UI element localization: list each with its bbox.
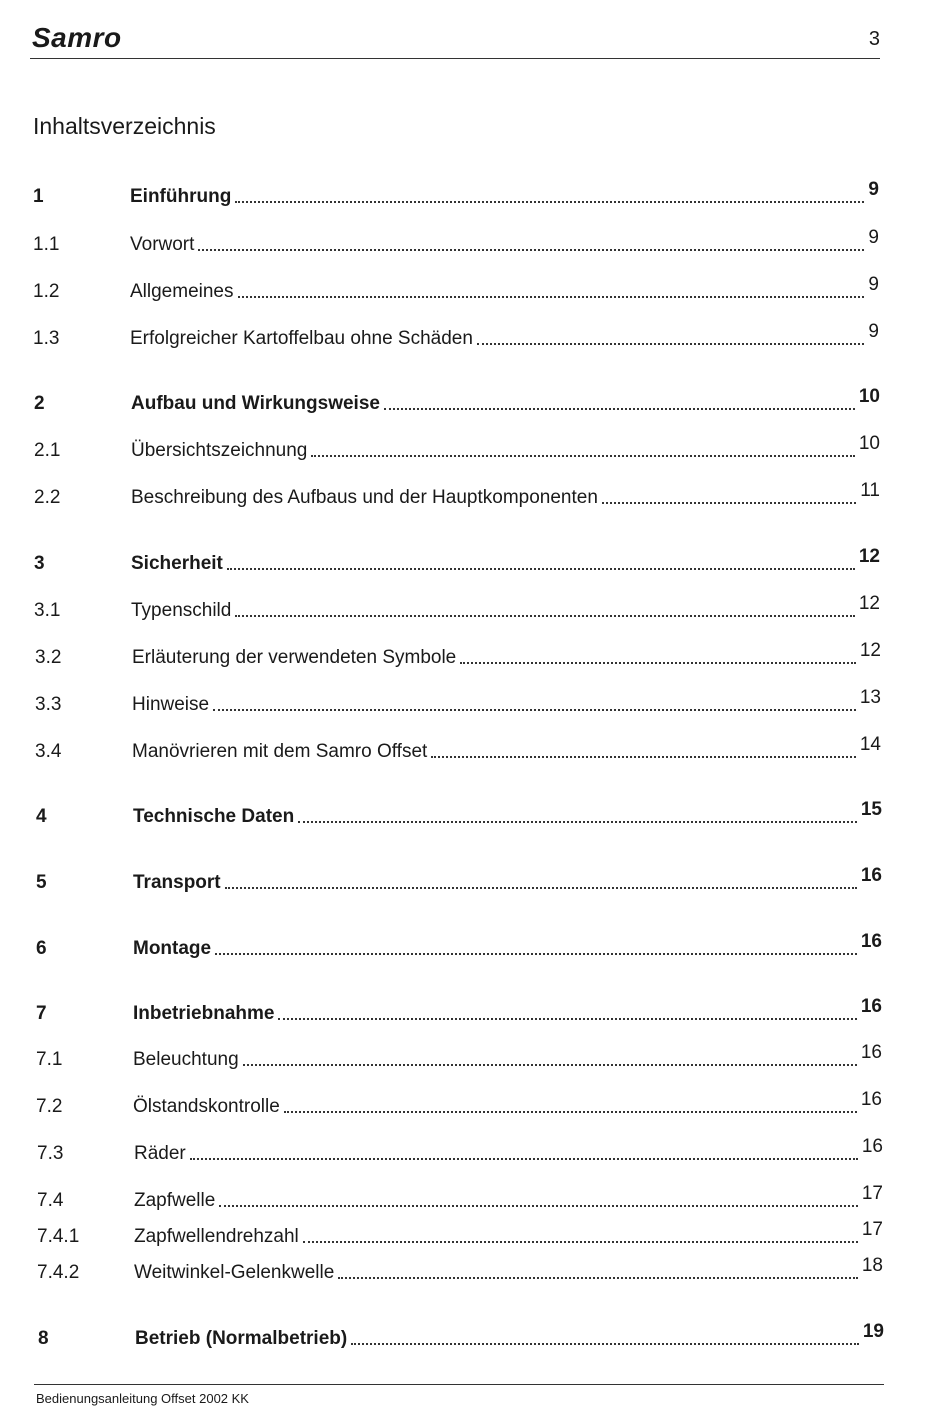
toc-entry-number: 7.4.1 [37, 1226, 80, 1247]
toc-entry-page: 17 [861, 1219, 883, 1240]
toc-entry-page: 12 [859, 640, 881, 661]
toc-entry-page: 10 [858, 433, 880, 454]
toc-entry-label: Zapfwelle [134, 1190, 216, 1211]
toc-entry-page: 15 [860, 799, 882, 820]
toc-dot-leader [303, 1241, 858, 1243]
toc-entry-page: 14 [859, 734, 881, 755]
toc-entry-number: 3.3 [35, 694, 62, 715]
footer-divider [34, 1384, 884, 1385]
toc-entry-page: 9 [868, 179, 879, 200]
toc-dot-leader [198, 249, 864, 251]
toc-entry-label: Übersichtszeichnung [131, 440, 308, 461]
toc-dot-leader [190, 1158, 858, 1160]
toc-entry-label: Einführung [130, 186, 232, 207]
toc-dot-leader [351, 1343, 859, 1345]
toc-entry-label: Manövrieren mit dem Samro Offset [132, 741, 428, 762]
toc-entry-number: 5 [36, 872, 47, 893]
toc-entry-label: Sicherheit [131, 553, 223, 574]
toc-entry-label: Technische Daten [133, 806, 295, 827]
toc-chapter-entry[interactable] [33, 178, 879, 208]
toc-entry-label: Betrieb (Normalbetrieb) [135, 1328, 348, 1349]
toc-chapter-entry[interactable] [36, 995, 882, 1025]
toc-section-entry[interactable] [35, 686, 881, 716]
toc-entry-label: Erfolgreicher Kartoffelbau ohne Schäden [130, 328, 473, 349]
toc-entry-number: 3 [34, 553, 45, 574]
toc-entry-number: 1 [33, 186, 44, 207]
toc-entry-page: 16 [860, 996, 882, 1017]
toc-dot-leader [227, 568, 855, 570]
toc-chapter-entry[interactable] [36, 864, 882, 894]
toc-entry-label: Montage [133, 938, 212, 959]
toc-entry-number: 7.4.2 [37, 1262, 80, 1283]
toc-entry-number: 7.4 [37, 1190, 64, 1211]
toc-entry-page: 12 [858, 546, 880, 567]
toc-section-entry[interactable] [34, 592, 880, 622]
toc-entry-page: 16 [860, 931, 882, 952]
toc-dot-leader [384, 408, 855, 410]
toc-entry-page: 16 [860, 1089, 882, 1110]
toc-entry-page: 11 [860, 480, 880, 501]
toc-dot-leader [338, 1277, 858, 1279]
toc-entry-number: 1.2 [33, 281, 60, 302]
toc-entry-number: 7 [36, 1003, 47, 1024]
toc-entry-label: Beschreibung des Aufbaus und der Hauptkomponenten [131, 487, 598, 508]
toc-dot-leader [431, 756, 856, 758]
toc-dot-leader [460, 662, 856, 664]
toc-entry-page: 17 [861, 1183, 883, 1204]
toc-section-entry[interactable] [36, 1041, 882, 1071]
toc-entry-label: Ölstandskontrolle [133, 1096, 280, 1117]
toc-dot-leader [219, 1205, 858, 1207]
page-number: 3 [868, 28, 880, 50]
toc-entry-label: Allgemeines [130, 281, 234, 302]
toc-entry-label: Zapfwellendrehzahl [134, 1226, 299, 1247]
toc-entry-page: 9 [868, 227, 879, 248]
toc-dot-leader [235, 615, 855, 617]
toc-entry-page: 13 [859, 687, 881, 708]
toc-entry-label: Aufbau und Wirkungsweise [131, 393, 380, 414]
toc-entry-page: 18 [861, 1255, 883, 1276]
toc-title: Inhaltsverzeichnis [33, 113, 216, 139]
toc-entry-number: 8 [38, 1328, 49, 1349]
toc-entry-number: 4 [36, 806, 47, 827]
toc-entry-label: Erläuterung der verwendeten Symbole [132, 647, 457, 668]
toc-section-entry[interactable] [37, 1182, 883, 1212]
toc-dot-leader [235, 201, 864, 203]
toc-dot-leader [477, 343, 864, 345]
toc-entry-number: 3.2 [35, 647, 62, 668]
toc-entry-number: 1.3 [33, 328, 60, 349]
toc-entry-number: 2.2 [34, 487, 61, 508]
toc-entry-number: 6 [36, 938, 47, 959]
toc-chapter-entry[interactable] [36, 930, 882, 960]
toc-section-entry[interactable] [37, 1218, 883, 1248]
toc-entry-number: 7.1 [36, 1049, 63, 1070]
toc-entry-number: 2 [34, 393, 45, 414]
toc-entry-number: 7.2 [36, 1096, 63, 1117]
toc-entry-number: 3.1 [34, 600, 61, 621]
toc-dot-leader [215, 953, 857, 955]
toc-section-entry[interactable] [34, 479, 880, 509]
toc-chapter-entry[interactable] [36, 798, 882, 828]
toc-entry-page: 9 [868, 321, 879, 342]
toc-section-entry[interactable] [36, 1088, 882, 1118]
toc-dot-leader [298, 821, 857, 823]
toc-entry-number: 1.1 [33, 234, 60, 255]
toc-entry-label: Weitwinkel-Gelenkwelle [134, 1262, 335, 1283]
toc-entry-number: 2.1 [34, 440, 61, 461]
toc-entry-page: 19 [862, 1321, 884, 1342]
toc-dot-leader [284, 1111, 857, 1113]
toc-section-entry[interactable] [33, 226, 879, 256]
toc-section-entry[interactable] [35, 733, 881, 763]
toc-entry-label: Vorwort [130, 234, 195, 255]
toc-section-entry[interactable] [34, 432, 880, 462]
toc-dot-leader [278, 1018, 856, 1020]
toc-entry-label: Inbetriebnahme [133, 1003, 275, 1024]
toc-section-entry[interactable] [37, 1254, 883, 1284]
toc-dot-leader [602, 502, 856, 504]
toc-entry-label: Hinweise [132, 694, 210, 715]
toc-entry-label: Transport [133, 872, 221, 893]
toc-entry-page: 16 [861, 1136, 883, 1157]
toc-dot-leader [238, 296, 865, 298]
brand-logo: Samro [32, 22, 122, 53]
toc-entry-number: 7.3 [37, 1143, 64, 1164]
toc-entry-page: 16 [860, 1042, 882, 1063]
toc-dot-leader [311, 455, 854, 457]
toc-dot-leader [243, 1064, 857, 1066]
toc-section-entry[interactable] [33, 273, 879, 303]
toc-dot-leader [213, 709, 856, 711]
toc-chapter-entry[interactable] [34, 385, 880, 415]
toc-section-entry[interactable] [37, 1135, 883, 1165]
toc-section-entry[interactable] [35, 639, 881, 669]
toc-entry-label: Typenschild [131, 600, 232, 621]
toc-chapter-entry[interactable] [34, 545, 880, 575]
toc-dot-leader [225, 887, 857, 889]
toc-entry-number: 3.4 [35, 741, 62, 762]
toc-entry-page: 9 [868, 274, 879, 295]
toc-entry-label: Räder [134, 1143, 186, 1164]
footer-text: Bedienungsanleitung Offset 2002 KK [36, 1391, 249, 1406]
toc-chapter-entry[interactable] [38, 1320, 884, 1350]
toc-entry-page: 16 [860, 865, 882, 886]
toc-entry-page: 12 [858, 593, 880, 614]
toc-entry-page: 10 [858, 386, 880, 407]
page-header [30, 22, 880, 59]
toc-entry-label: Beleuchtung [133, 1049, 239, 1070]
toc-section-entry[interactable] [33, 320, 879, 350]
